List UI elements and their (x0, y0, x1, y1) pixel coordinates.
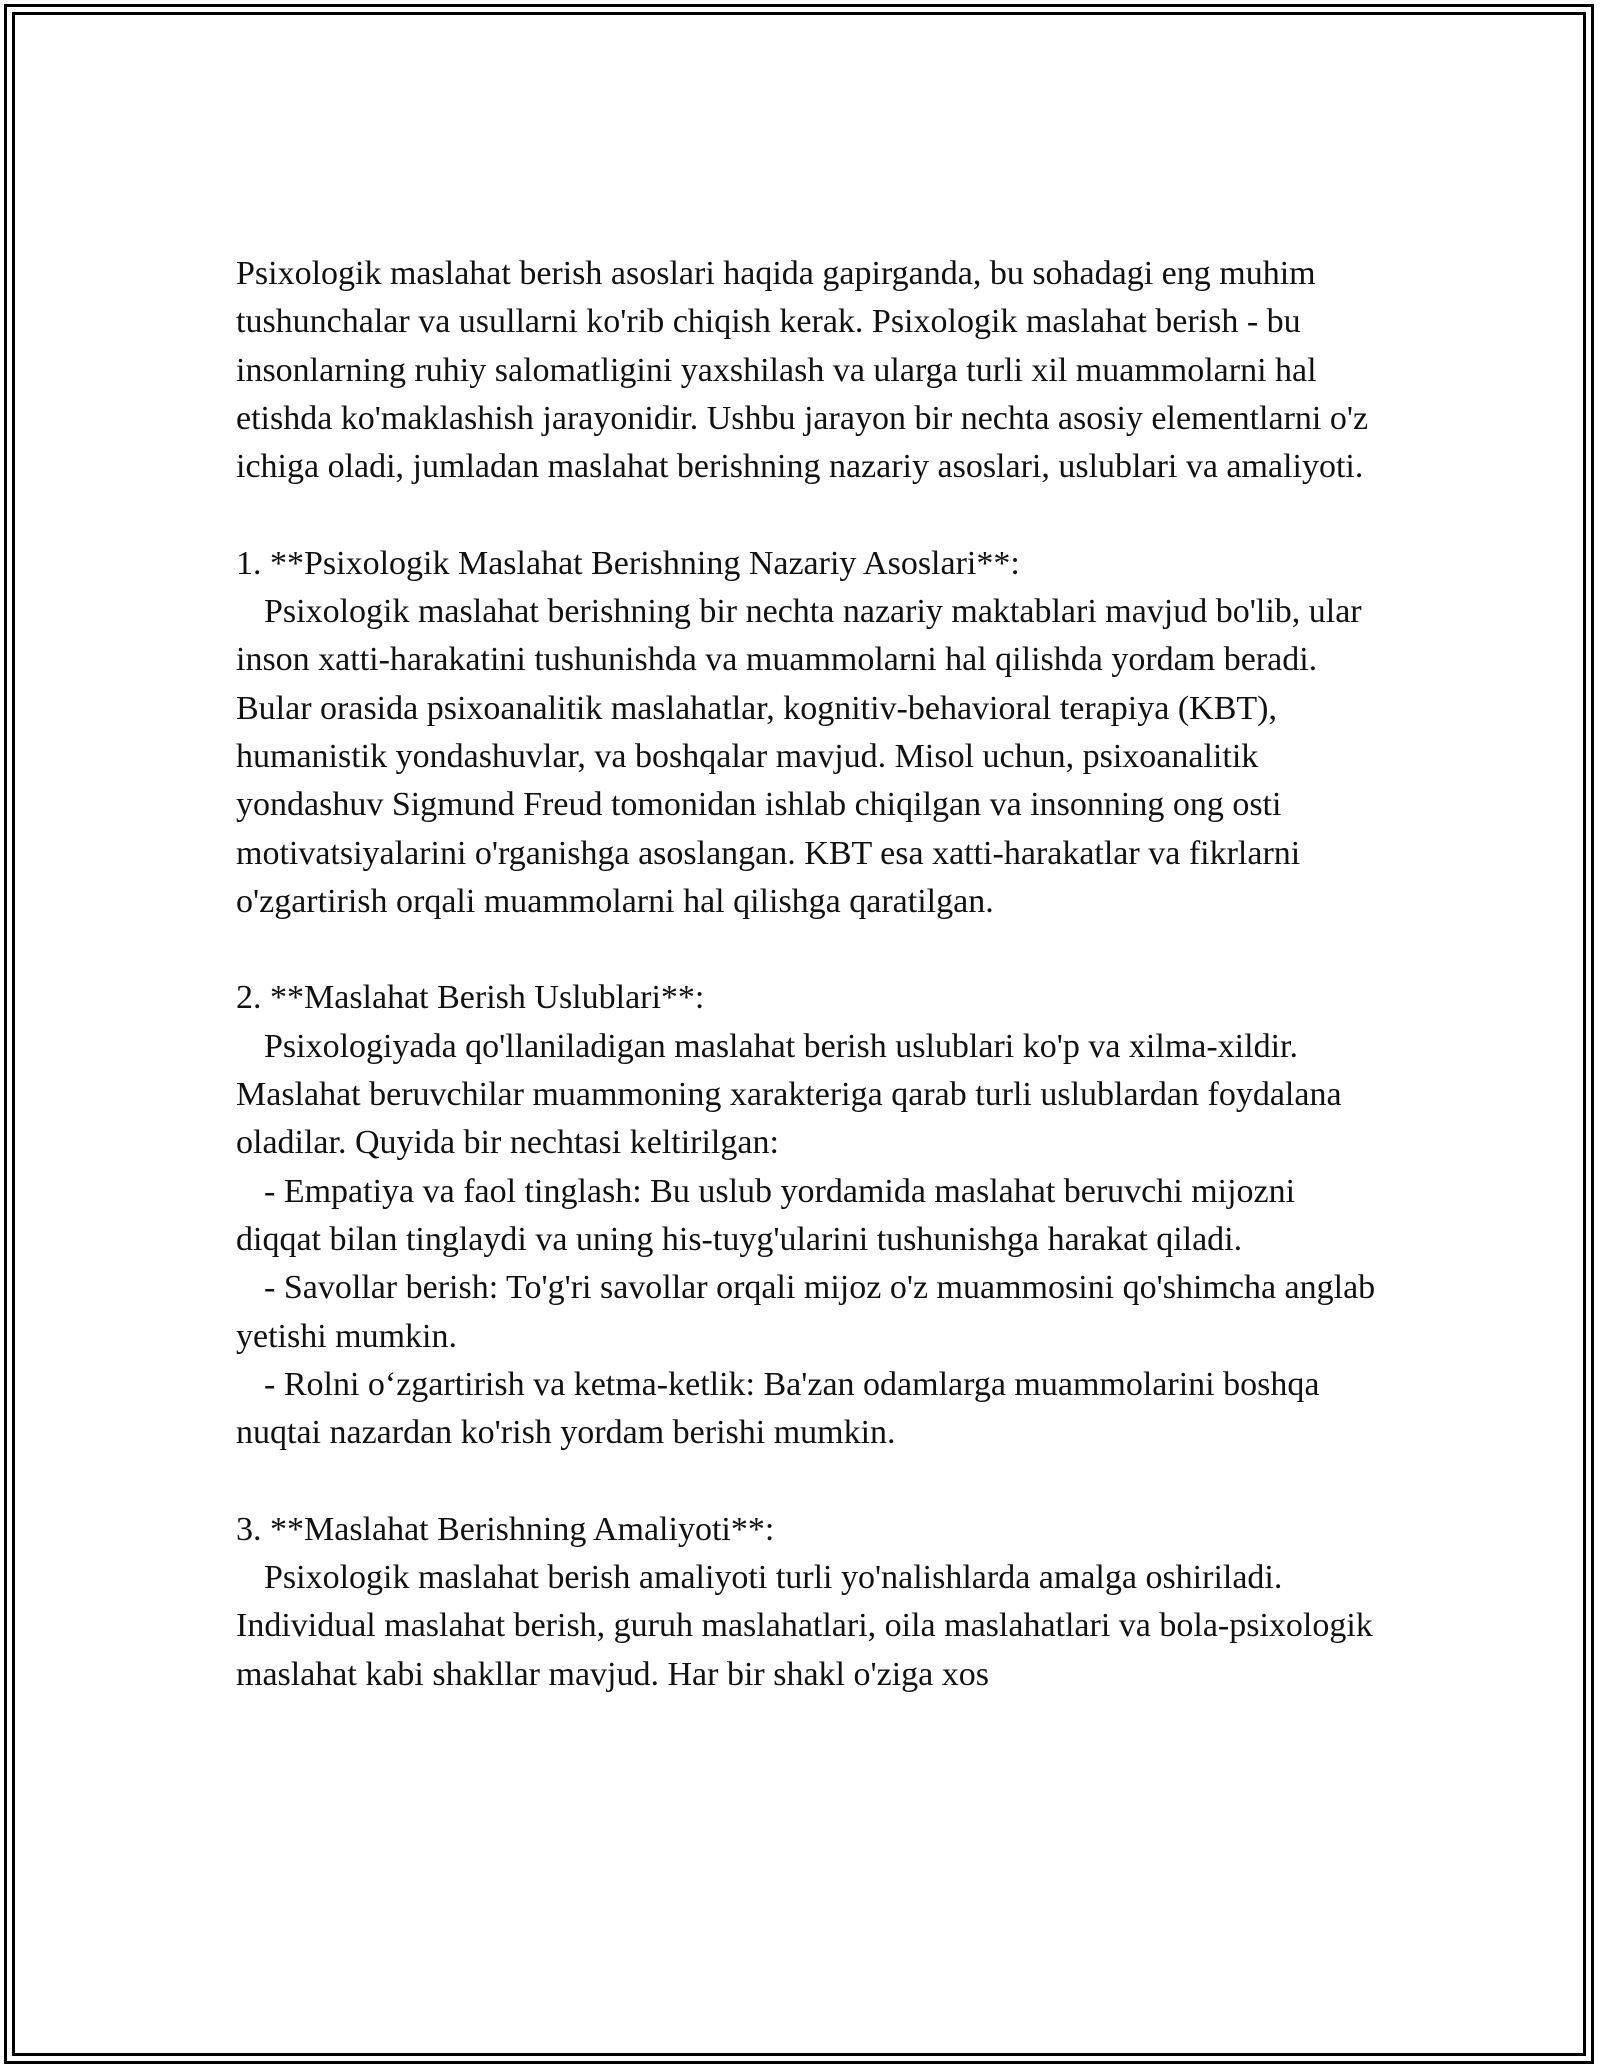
paragraph-gap (236, 1457, 1376, 1505)
section-2-item-2 (236, 1264, 1376, 1361)
section-3-body (236, 1554, 1376, 1699)
section-2-heading: 2. **Maslahat Berish Uslublari**: (236, 979, 705, 1017)
section-2-item-1-text: - Empatiya va faol tinglash: Bu uslub yordamida maslahat beruvchi mijozni diqqat bilan tinglaydi va uning his-tuyg'ularini tushunishga harakat qiladi. (236, 1172, 1296, 1258)
section-1-body (236, 588, 1376, 926)
section-1-body-text: Psixologik maslahat berishning bir nechta nazariy maktablari mavjud bo'lib, ular inson xatti-harakatini tushunishda va muammolarni hal qilishda yordam beradi. Bular orasida psixoanalitik maslahatlar, kognitiv-behavioral terapiya (KBT), humanistik yondashuvlar, va boshqalar mavjud. Misol uchun, psixoanalitik yondashuv Sigmund Freud tomonidan ishlab chiqilgan va insonning ong osti motivatsiyalarini o'rganishga asoslangan. KBT esa xatti-harakatlar va fikrlarni o'zgartirish orqali muammolarni hal qilishga qaratilgan. (236, 593, 1362, 920)
section-2-body-text: Psixologiyada qo'llaniladigan maslahat berish uslublari ko'p va xilma-xildir. Maslahat beruvchilar muammoning xarakteriga qarab turli uslublardan foydalana oladilar. Quyida bir nechtasi keltirilgan: (236, 1027, 1342, 1162)
section-1-heading: 1. **Psixologik Maslahat Berishning Nazariy Asoslari**: (236, 544, 1020, 582)
section-3-heading: 3. **Maslahat Berishning Amaliyoti**: (236, 1510, 775, 1548)
section-3-body-text: Psixologik maslahat berish amaliyoti turli yo'nalishlarda amalga oshiriladi. Individual maslahat berish, guruh maslahatlari, oila maslahatlari va bola-psixologik maslahat kabi shakllar mavjud. Har bir shakl o'ziga xos (236, 1559, 1373, 1693)
intro-paragraph: Psixologik maslahat berish asoslari haqida gapirganda, bu sohadagi eng muhim tushunchalar va usullarni ko'rib chiqish kerak. Psixologik maslahat berish - bu insonlarning ruhiy salomatligini yaxshilash va ularga turli xil muammolarni hal etishda ko'maklashish jarayonidir. Ushbu jarayon bir nechta asosiy elementlarni o'z ichiga oladi, jumladan maslahat berishning nazariy asoslari, uslublari va amaliyoti. (236, 255, 1369, 486)
section-2-item-1 (236, 1168, 1376, 1265)
document-body (236, 250, 1376, 1699)
paragraph-gap (236, 491, 1376, 539)
section-2-body (236, 1023, 1376, 1168)
section-2-item-3-text: - Rolni o‘zgartirish va ketma-ketlik: Ba'zan odamlarga muammolarini boshqa nuqtai nazardan ko'rish yordam berishi mumkin. (236, 1365, 1320, 1452)
section-2-item-3 (236, 1361, 1376, 1458)
section-2-item-2-text: - Savollar berish: To'g'ri savollar orqali mijoz o'z muammosini qo'shimcha anglab yetishi mumkin. (236, 1269, 1376, 1355)
paragraph-gap (236, 926, 1376, 974)
